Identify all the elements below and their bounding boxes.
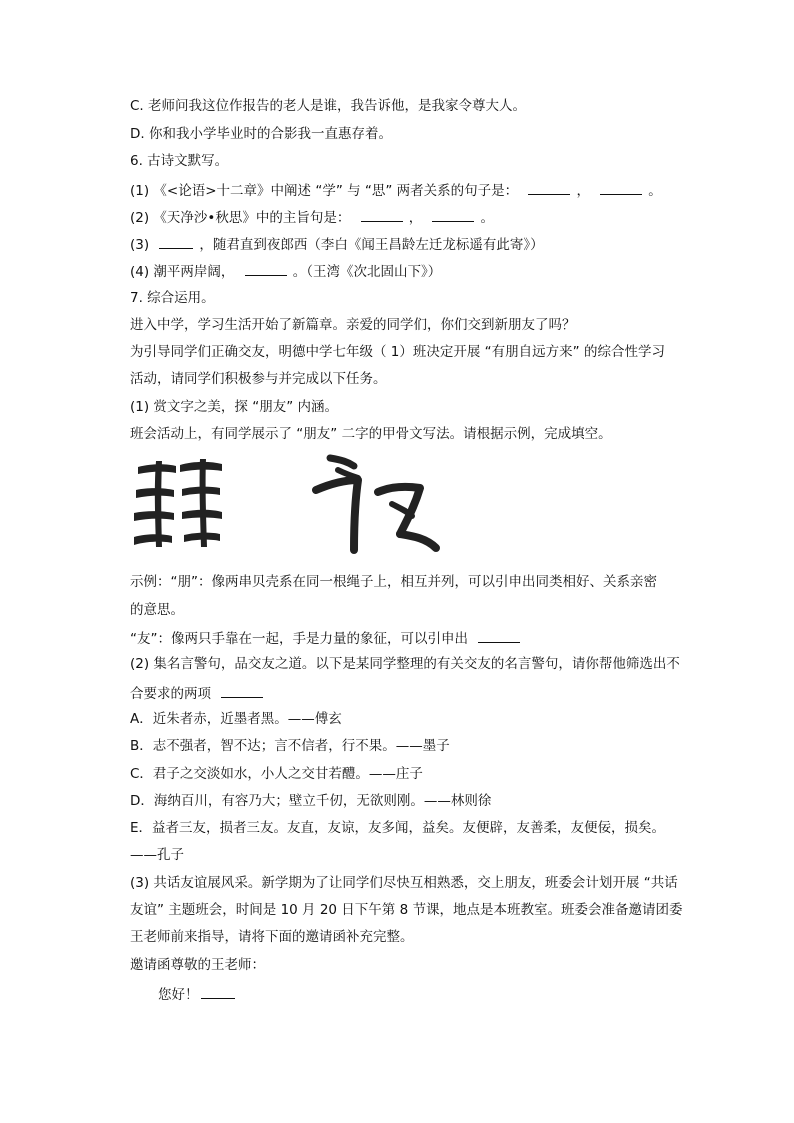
answer-blank[interactable]	[600, 179, 642, 195]
answer-blank[interactable]	[159, 233, 193, 249]
answer-blank[interactable]	[528, 179, 570, 195]
option-b: B．志不强者，智不达；言不信者，行不果。——墨子	[130, 738, 450, 754]
q6-item-1-text: (1) 《<论语>十二章》中阐述 “学” 与 “思” 两者关系的句子是：	[130, 183, 519, 199]
q6-item-3	[130, 233, 544, 255]
answer-blank[interactable]	[432, 206, 474, 222]
q6-item-1	[130, 179, 662, 201]
sub1-title: (1) 赏文字之美，探 “朋友” 内涵。	[130, 399, 338, 415]
answer-blank[interactable]	[201, 983, 235, 999]
option-e-line-2: ——孔子	[130, 847, 184, 863]
intro-line-1: 进入中学，学习生活开始了新篇章。亲爱的同学们，你们交到新朋友了吗？	[130, 317, 576, 333]
example-line-1: 示例：“朋”：像两串贝壳系在同一根绳子上，相互并列，可以引申出同类相好、关系亲密	[130, 574, 657, 590]
q6-item-4-text: (4) 潮平两岸阔，	[130, 264, 235, 280]
answer-blank[interactable]	[478, 627, 520, 643]
greeting-text: 您好！	[158, 987, 199, 1003]
answer-blank[interactable]	[245, 260, 287, 276]
q6-item-2-text: (2) 《天净沙•秋思》中的主旨句是：	[130, 210, 351, 226]
q6-item-3-label: (3)	[130, 237, 150, 253]
example-line-2: 的意思。	[130, 602, 184, 618]
separator: ，	[408, 210, 423, 226]
q6-item-2	[130, 206, 494, 228]
sub3-line-2: 友谊” 主题班会，时间是 10 月 20 日下午第 8 节课，地点是本班教室。班委会准备邀请团委	[130, 902, 683, 918]
greeting-line	[158, 983, 241, 1005]
separator: ，	[576, 183, 590, 199]
option-a: A．近朱者赤，近墨者黑。——傅玄	[130, 711, 342, 727]
sub1-desc: 班会活动上，有同学展示了 “朋友” 二字的甲骨文写法。请根据示例，完成填空。	[130, 426, 612, 442]
sub2-line-1: (2) 集名言警句，品交友之道。以下是某同学整理的有关交友的名言警句，请你帮他筛选出不	[130, 656, 680, 672]
answer-blank[interactable]	[361, 206, 403, 222]
option-e-line-1: E．益者三友，损者三友。友直，友谅，友多闻，益矣。友便辟，友善柔，友便佞，损矣。	[130, 820, 666, 836]
option-d-line: D. 你和我小学毕业时的合影我一直惠存着。	[130, 126, 392, 142]
q7-title: 7. 综合运用。	[130, 290, 215, 306]
option-c: C．君子之交淡如水，小人之交甘若醴。——庄子	[130, 766, 423, 782]
option-c-line: C. 老师问我这位作报告的老人是谁，我告诉他，是我家令尊大人。	[130, 98, 527, 114]
option-d: D．海纳百川，有容乃大；壁立千仞，无欲则刚。——林则徐	[130, 793, 492, 809]
sub2-line-2-text: 合要求的两项	[130, 686, 211, 702]
period: 。	[480, 210, 494, 226]
you-meaning-text: “友”：像两只手靠在一起，手是力量的象征，可以引申出	[130, 631, 468, 647]
q6-item-4	[130, 260, 441, 282]
q6-item-4-source: 。（王湾《次北固山下》）	[292, 264, 442, 280]
q6-item-3-text: ，随君直到夜郎西（李白《闻王昌龄左迁龙标遥有此寄》）	[199, 237, 544, 253]
you-meaning-line	[130, 627, 526, 649]
invite-title: 邀请函尊敬的王老师：	[130, 957, 265, 973]
sub3-line-3: 王老师前来指导，请将下面的邀请函补充完整。	[130, 929, 414, 945]
sub3-line-1: (3) 共话友谊展风采。新学期为了让同学们尽快互相熟悉，交上朋友，班委会计划开展 “共话	[130, 875, 678, 891]
sub2-line-2	[130, 682, 269, 704]
intro-line-3: 活动，请同学们积极参与并完成以下任务。	[130, 371, 387, 387]
period: 。	[648, 183, 662, 199]
oracle-you-icon	[308, 452, 448, 560]
answer-blank[interactable]	[221, 682, 263, 698]
intro-line-2: 为引导同学们正确交友，明德中学七年级（ 1）班决定开展 “有朋自远方来” 的综合性学习	[130, 344, 665, 360]
oracle-peng-icon	[128, 455, 228, 555]
q6-title: 6. 古诗文默写。	[130, 153, 229, 169]
